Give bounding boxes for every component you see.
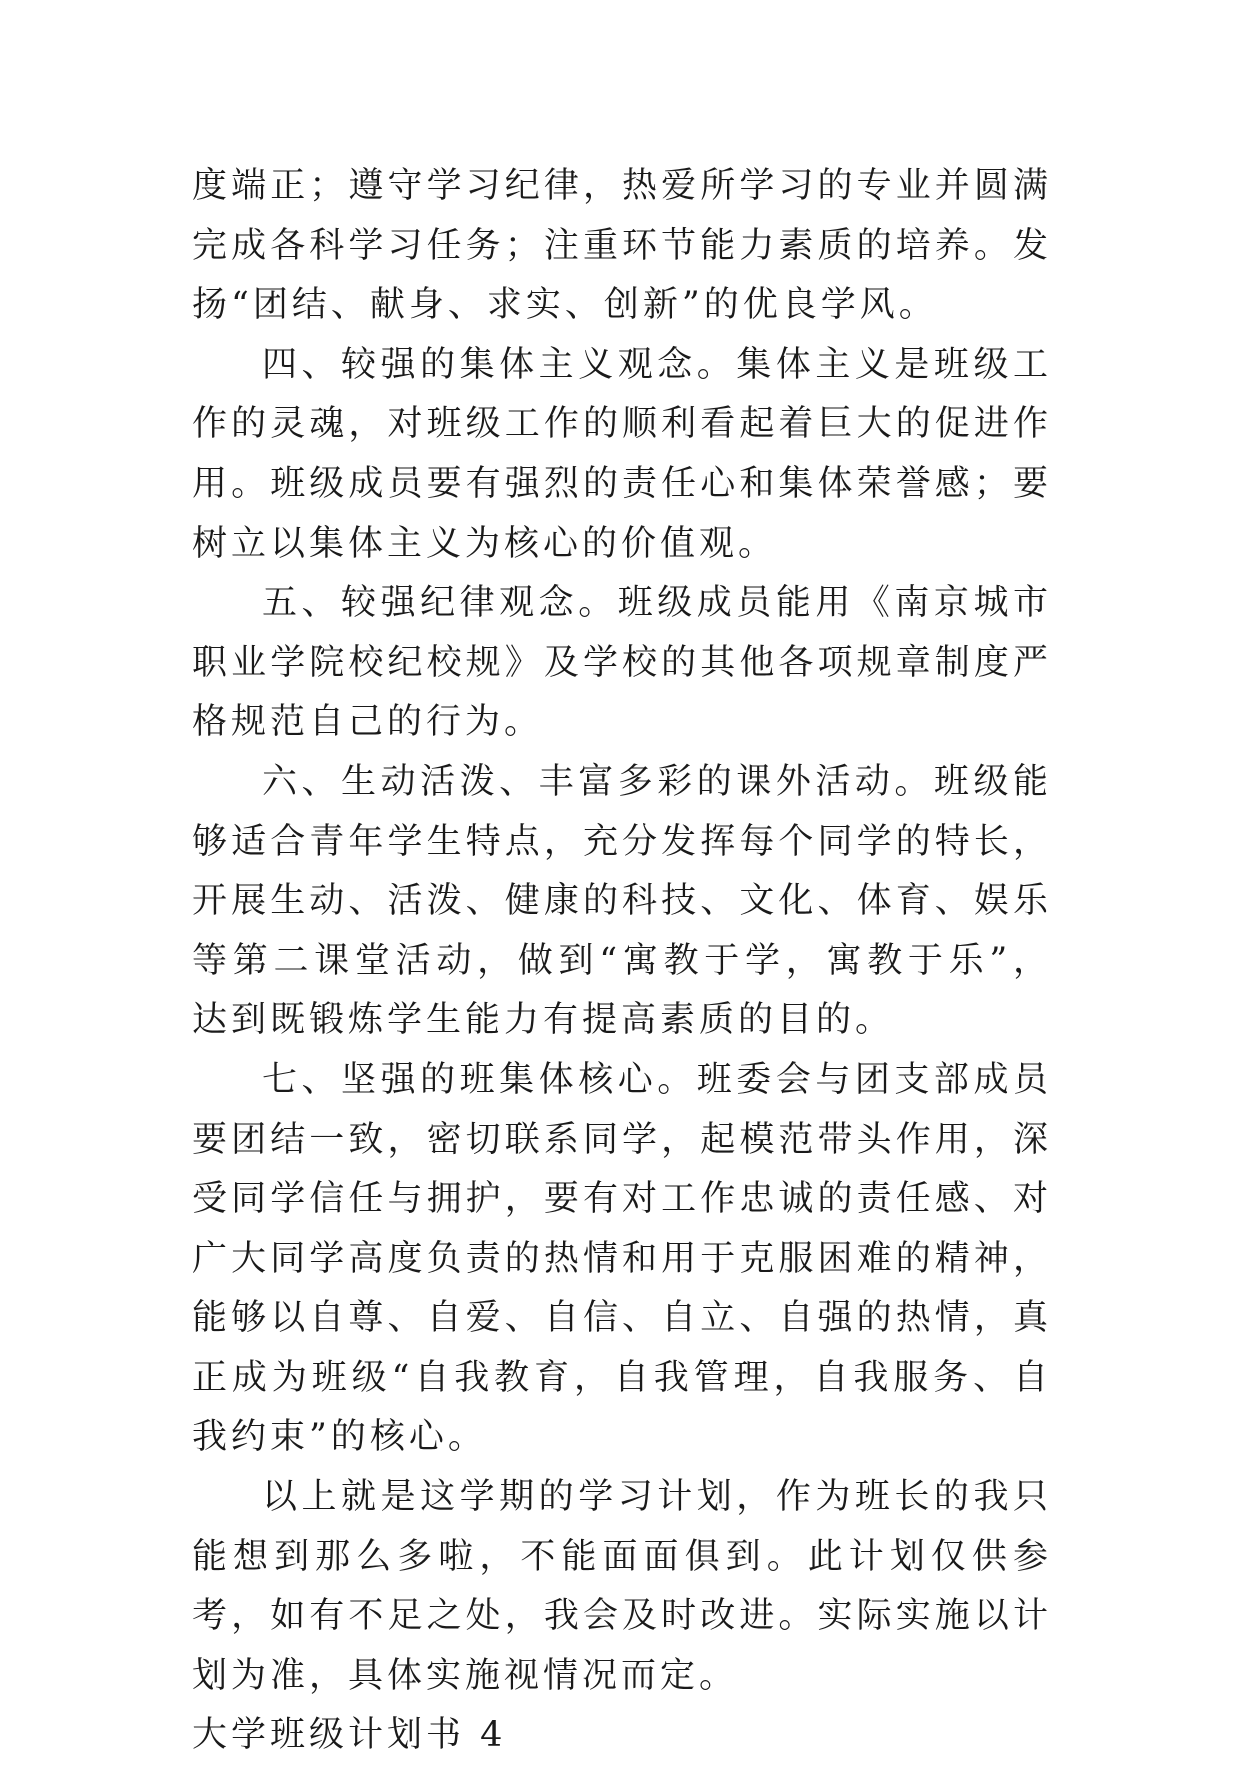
paragraph-continuation: 度端正；遵守学习纪律，热爱所学习的专业并圆满完成各科学习任务；注重环节能力素质的培养。发扬“团结、献身、求实、创新”的优良学风。 [192, 166, 1052, 326]
paragraph-point-7: 七、坚强的班集体核心。班委会与团支部成员要团结一致，密切联系同学，起模范带头作用，深受同学信任与拥护，要有对工作忠诚的责任感、对广大同学高度负责的热情和用于克服困难的精神，能够以自尊、自爱、自信、自立、自强的热情，真正成为班级“自我教育，自我管理，自我服务、自我约束”的核心。 [192, 1059, 1052, 1458]
section-heading: 大学班级计划书 4 [192, 1715, 507, 1756]
paragraph-point-4: 四、较强的集体主义观念。集体主义是班级工作的灵魂，对班级工作的顺利看起着巨大的促进作用。班级成员要有强烈的责任心和集体荣誉感；要树立以集体主义为核心的价值观。 [192, 344, 1052, 564]
document-body [192, 157, 1052, 1766]
paragraph-point-6: 六、生动活泼、丰富多彩的课外活动。班级能够适合青年学生特点，充分发挥每个同学的特长，开展生动、活泼、健康的科技、文化、体育、娱乐等第二课堂活动，做到“寓教于学，寓教于乐”，达到既锻炼学生能力有提高素质的目的。 [192, 761, 1052, 1041]
paragraph-point-5: 五、较强纪律观念。班级成员能用《南京城市职业学院校纪校规》及学校的其他各项规章制度严格规范自己的行为。 [192, 583, 1052, 743]
paragraph-closing: 以上就是这学期的学习计划，作为班长的我只能想到那么多啦，不能面面俱到。此计划仅供参考，如有不足之处，我会及时改进。实际实施以计划为准，具体实施视情况而定。 [192, 1477, 1052, 1696]
